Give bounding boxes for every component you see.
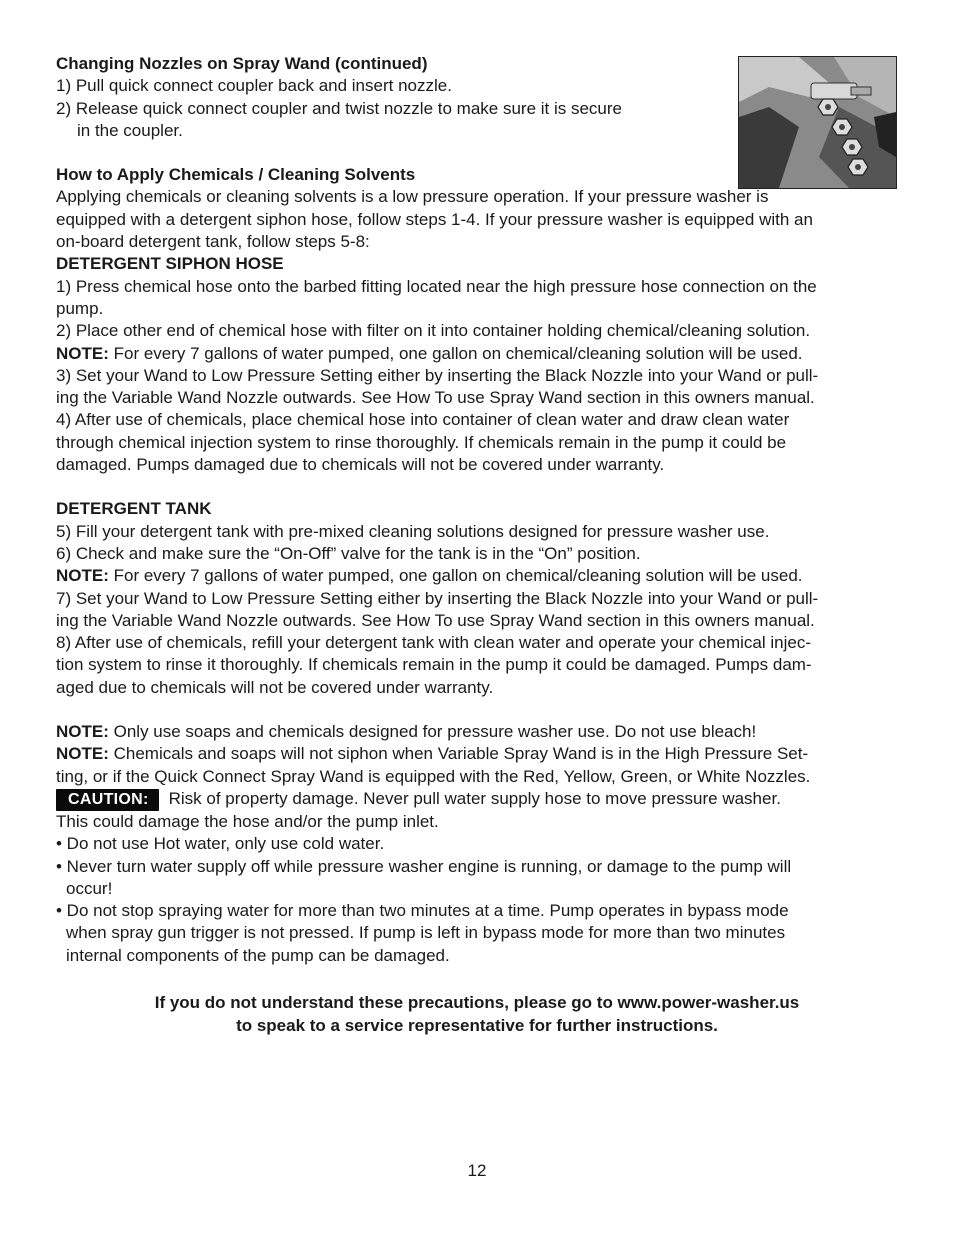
section-heading: How to Apply Chemicals / Cleaning Solvents bbox=[56, 165, 416, 185]
instruction-step-continued: ing the Variable Wand Nozzle outwards. See How To use Spray Wand section in this owners manual. bbox=[56, 610, 815, 630]
page-number: 12 bbox=[467, 1161, 487, 1180]
note-line bbox=[56, 343, 898, 365]
instruction-step: 6) Check and make sure the “On-Off” valve for the tank is in the “On” position. bbox=[56, 543, 641, 563]
apply-chemicals-section bbox=[56, 164, 898, 476]
subsection-heading: DETERGENT SIPHON HOSE bbox=[56, 254, 284, 274]
instruction-step: 8) After use of chemicals, refill your detergent tank with clean water and operate your chemical injec- bbox=[56, 633, 811, 653]
bullet-item-continued: internal components of the pump can be damaged. bbox=[66, 945, 450, 965]
caution-badge: CAUTION: bbox=[56, 789, 159, 811]
instruction-step: 2) Release quick connect coupler and twist nozzle to make sure it is secure bbox=[56, 98, 622, 118]
manual-page-content bbox=[56, 53, 898, 967]
note-label: NOTE: bbox=[56, 744, 109, 764]
bullet-item-continued: when spray gun trigger is not pressed. If pump is left in bypass mode for more than two minutes bbox=[66, 923, 786, 943]
note-line bbox=[56, 721, 898, 743]
note-label: NOTE: bbox=[56, 566, 109, 586]
bullet-item-continued: occur! bbox=[66, 878, 113, 898]
paragraph-line: equipped with a detergent siphon hose, follow steps 1-4. If your pressure washer is equipped with an bbox=[56, 209, 813, 229]
note-text: For every 7 gallons of water pumped, one gallon on chemical/cleaning solution will be used. bbox=[108, 566, 803, 586]
instruction-step: 4) After use of chemicals, place chemical hose into container of clean water and draw clean water bbox=[56, 410, 790, 430]
instruction-step-continued: ing the Variable Wand Nozzle outwards. See How To use Spray Wand section in this owners manual. bbox=[56, 388, 815, 408]
note-text: For every 7 gallons of water pumped, one gallon on chemical/cleaning solution will be used. bbox=[108, 343, 803, 363]
changing-nozzles-section bbox=[56, 53, 898, 142]
note-line bbox=[56, 743, 898, 765]
bullet-item: • Do not use Hot water, only use cold water. bbox=[56, 834, 385, 854]
note-line-continued: ting, or if the Quick Connect Spray Wand is equipped with the Red, Yellow, Green, or White Nozzles. bbox=[56, 766, 811, 786]
note-text: Only use soaps and chemicals designed for pressure washer use. Do not use bleach! bbox=[108, 722, 757, 742]
closing-instructions bbox=[0, 992, 954, 1037]
note-line bbox=[56, 565, 898, 587]
caution-text-continued: This could damage the hose and/or the pump inlet. bbox=[56, 811, 439, 831]
detergent-tank-section bbox=[56, 498, 898, 699]
instruction-step-continued: through chemical injection system to rinse thoroughly. If chemicals remain in the pump it could be bbox=[56, 432, 787, 452]
instruction-step: 3) Set your Wand to Low Pressure Setting either by inserting the Black Nozzle into your Wand or pull- bbox=[56, 365, 819, 385]
instruction-step-continued: in the coupler. bbox=[77, 120, 183, 140]
paragraph-line: Applying chemicals or cleaning solvents is a low pressure operation. If your pressure washer is bbox=[56, 187, 769, 207]
bullet-item: • Do not stop spraying water for more than two minutes at a time. Pump operates in bypass mode bbox=[56, 901, 789, 921]
instruction-step-continued: tion system to rinse it thoroughly. If chemicals remain in the pump it could be damaged. Pumps dam- bbox=[56, 655, 812, 675]
closing-line: to speak to a service representative for further instructions. bbox=[236, 1015, 718, 1035]
caution-line bbox=[56, 788, 898, 811]
instruction-step: 2) Place other end of chemical hose with filter on it into container holding chemical/cleaning solution. bbox=[56, 321, 811, 341]
instruction-step: 1) Press chemical hose onto the barbed fitting located near the high pressure hose connection on the bbox=[56, 276, 817, 296]
instruction-step-continued: damaged. Pumps damaged due to chemicals will not be covered under warranty. bbox=[56, 455, 665, 475]
instruction-step-continued: pump. bbox=[56, 298, 104, 318]
caution-text: Risk of property damage. Never pull water supply hose to move pressure washer. bbox=[168, 788, 781, 808]
instruction-step: 7) Set your Wand to Low Pressure Setting either by inserting the Black Nozzle into your Wand or pull- bbox=[56, 588, 819, 608]
note-label: NOTE: bbox=[56, 343, 109, 363]
note-text: Chemicals and soaps will not siphon when Variable Spray Wand is in the High Pressure Set- bbox=[108, 744, 809, 764]
instruction-step-continued: aged due to chemicals will not be covered under warranty. bbox=[56, 677, 494, 697]
note-label: NOTE: bbox=[56, 722, 109, 742]
paragraph-line: on-board detergent tank, follow steps 5-8: bbox=[56, 232, 370, 252]
closing-line: If you do not understand these precautions, please go to www.power-washer.us bbox=[154, 993, 800, 1012]
instruction-step: 1) Pull quick connect coupler back and insert nozzle. bbox=[56, 76, 452, 96]
instruction-step: 5) Fill your detergent tank with pre-mixed cleaning solutions designed for pressure washer use. bbox=[56, 521, 770, 541]
section-heading: Changing Nozzles on Spray Wand (continued) bbox=[56, 54, 428, 73]
subsection-heading: DETERGENT TANK bbox=[56, 499, 212, 519]
bullet-item: • Never turn water supply off while pressure washer engine is running, or damage to the pump will bbox=[56, 856, 792, 876]
notes-section bbox=[56, 721, 898, 967]
